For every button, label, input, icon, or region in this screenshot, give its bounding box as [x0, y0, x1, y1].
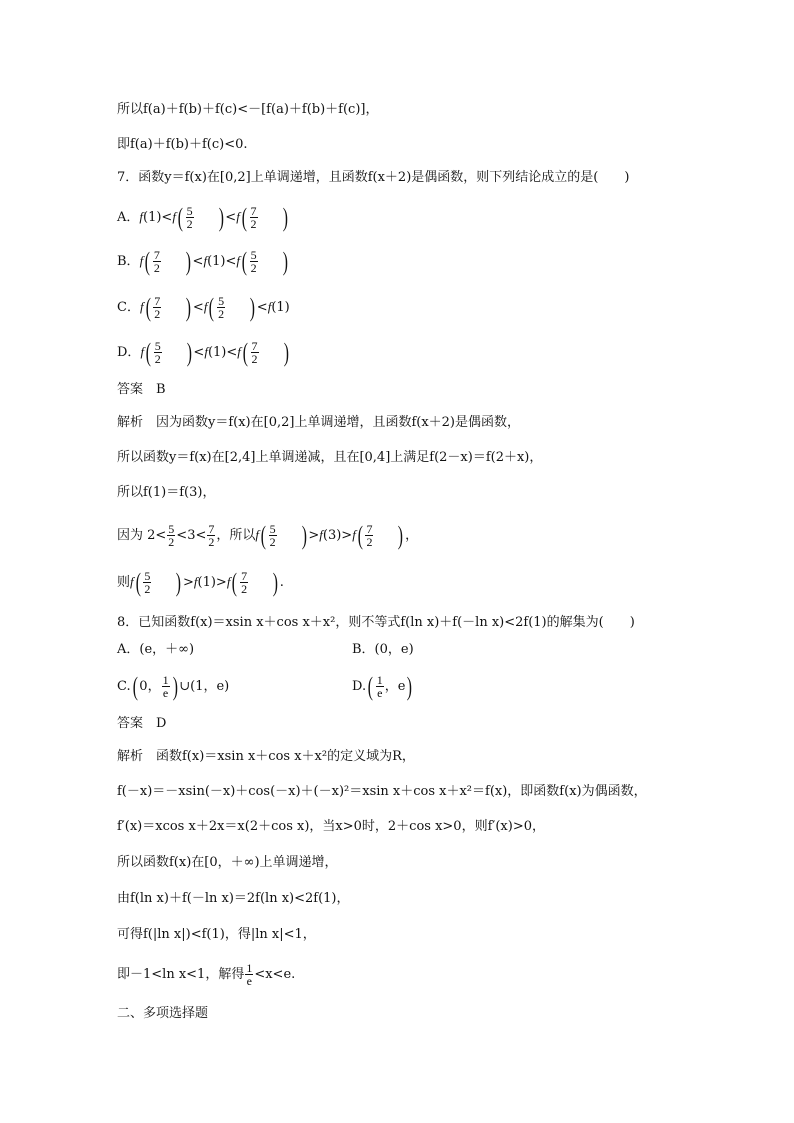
solution-line: 因为 2< $\frac{5}{2}$ <3< $\frac{7}{2}$ ，所以f( $\frac{5}{2}$ ) >f(3)>f( $\frac{7}{2}$ ) ， — [117, 520, 419, 550]
question-7-stem: 7．函数y＝f(x)在[0,2]上单调递增，且函数f(x＋2)是偶函数，则下列结论成立的是( ) — [117, 170, 630, 185]
question-8-stem: 8．已知函数f(x)＝xsin x＋cos x＋x²，则不等式f(ln x)＋f(－ln x)<2f(1)的解集为( ) — [117, 615, 635, 630]
solution-line: 由f(ln x)＋f(－ln x)＝2f(ln x)<2f(1)， — [117, 891, 350, 906]
solution-line: 所以f(1)＝f(3)， — [117, 485, 216, 500]
option-label: B． — [117, 254, 140, 269]
text-line: 所以f(a)＋f(b)＋f(c)<－[f(a)＋f(b)＋f(c)]， — [117, 102, 379, 117]
option-label: C. — [117, 679, 131, 694]
solution-line: 可得f(|ln x|)<f(1)，得|ln x|<1， — [117, 927, 316, 942]
solution-line: f′(x)＝xcos x＋2x＝x(2＋cos x)，当x>0时，2＋cos x>0，则f′(x)>0， — [117, 819, 545, 834]
solution-line: 所以函数f(x)在[0，＋∞)上单调递增， — [117, 855, 338, 870]
option-c: C.( 0， $\frac{1}{e}$ ) ∪(1，e) — [117, 671, 230, 701]
option-b: B．f( $\frac{7}{2}$ ) <f(1)<f( $\frac{5}{2}$ ) — [117, 246, 288, 276]
option-a: A．(e，＋∞) — [117, 642, 195, 657]
option-c: C．f( $\frac{7}{2}$ ) <f( $\frac{5}{2}$ ) <f(1) — [117, 292, 290, 322]
option-label: C． — [117, 300, 140, 315]
option-d: D．f( $\frac{5}{2}$ ) <f(1)<f( $\frac{7}{2}$ ) — [117, 337, 289, 367]
answer-8: 答案 D — [117, 716, 167, 731]
option-b: B．(0，e) — [352, 642, 414, 657]
solution-line: f(－x)＝－xsin(－x)＋cos(－x)＋(－x)²＝xsin x＋cos x＋x²＝f(x)，即函数f(x)为偶函数， — [117, 784, 647, 799]
option-label: D． — [117, 345, 141, 360]
option-a: A．f(1)<f( $\frac{5}{2}$ ) <f( $\frac{7}{2}$ ) — [117, 202, 288, 232]
solution-line: 所以函数y＝f(x)在[2,4]上单调递减，且在[0,4]上满足f(2－x)＝f(2＋x)， — [117, 450, 543, 465]
option-d: D.( $\frac{1}{e}$ ，e) — [352, 671, 413, 701]
solution-line: 解析 因为函数y＝f(x)在[0,2]上单调递增，且函数f(x＋2)是偶函数， — [117, 415, 521, 430]
answer-7: 答案 B — [117, 382, 166, 397]
text-line: 即f(a)＋f(b)＋f(c)<0. — [117, 137, 248, 152]
solution-line: 则f( $\frac{5}{2}$ ) >f(1)>f( $\frac{7}{2}$ ) . — [117, 567, 284, 597]
option-label: D. — [352, 679, 367, 694]
section-heading: 二、多项选择题 — [117, 1006, 209, 1021]
option-label: A． — [117, 210, 140, 225]
solution-line: 解析 函数f(x)＝xsin x＋cos x＋x²的定义域为R， — [117, 749, 415, 764]
solution-line: 即－1<ln x<1，解得 $\frac{1}{e}$ <x<e. — [117, 961, 296, 988]
